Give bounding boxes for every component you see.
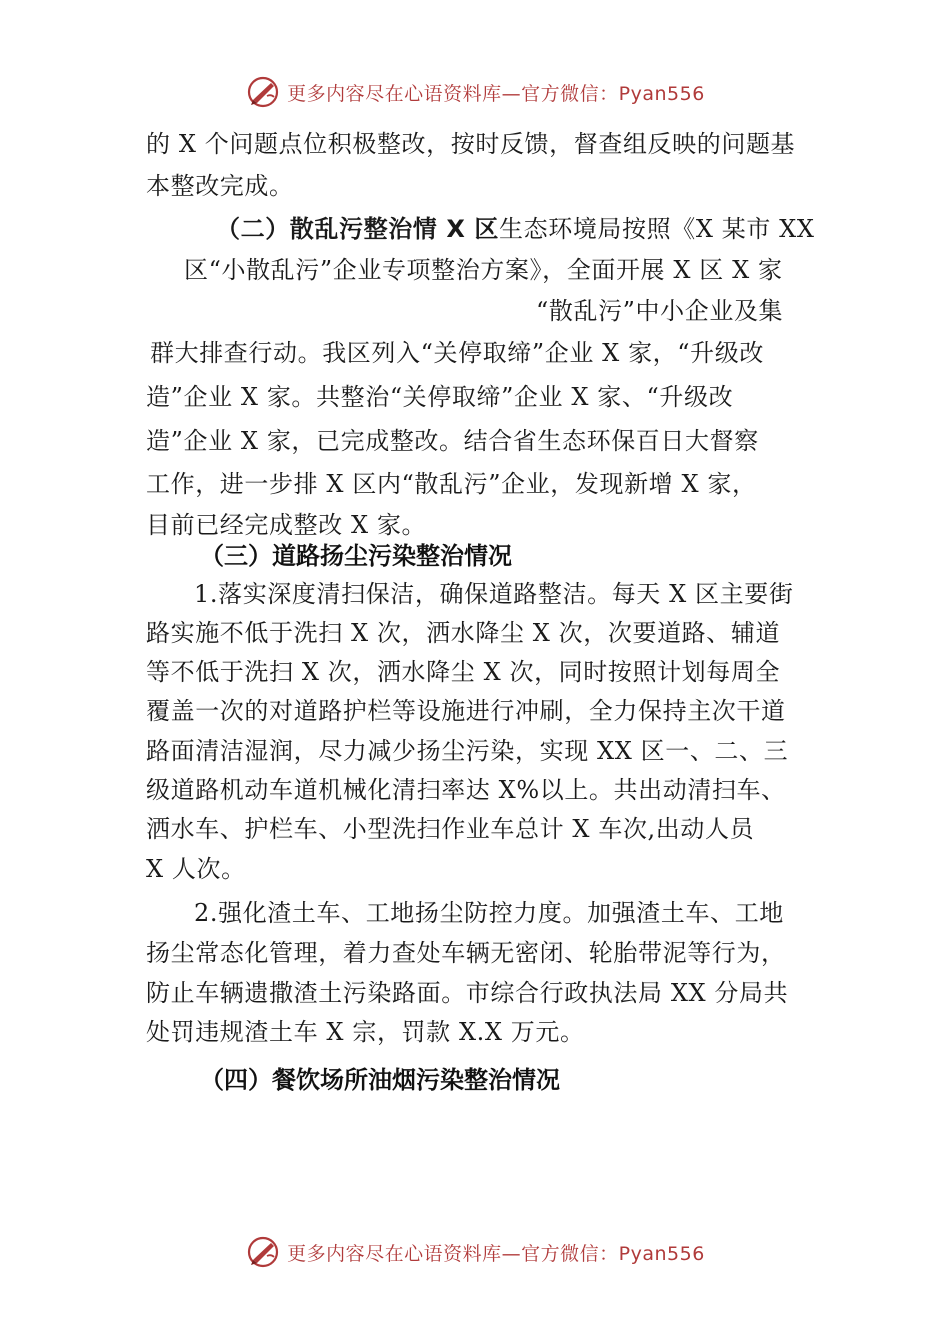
body-line: 洒水车、护栏车、小型洗扫作业车总计 X 车次,出动人员 (146, 815, 755, 843)
body-line: 覆盖一次的对道路护栏等设施进行冲刷，全力保持主次干道 (146, 697, 786, 725)
body-line: 的 X 个问题点位积极整改，按时反馈，督查组反映的问题基 (146, 130, 796, 158)
body-line: 工作，进一步排 X 区内“散乱污”企业，发现新增 X 家， (146, 470, 757, 498)
body-line: 路面清洁湿润，尽力减少扬尘污染，实现 XX 区一、二、三 (146, 737, 789, 765)
body-line: “散乱污”中小企业及集 (536, 297, 784, 325)
body-line: 级道路机动车道机械化清扫率达 X%以上。共出动清扫车、 (146, 776, 786, 804)
section-4-heading: （四）餐饮场所油烟污染整治情况 (200, 1066, 560, 1094)
banner-content (245, 1234, 705, 1270)
section-2-heading: （二）散乱污整治情 X 区 (216, 215, 500, 243)
body-line: 目前已经完成整改 X 家。 (146, 511, 427, 539)
section-2-first-line (216, 213, 815, 245)
banner-text: 更多内容尽在心语资料库—官方微信：Pyan556 (287, 82, 705, 105)
pen-logo-icon (245, 74, 281, 110)
body-line: X 人次。 (146, 855, 246, 883)
body-line: 本整改完成。 (146, 172, 294, 200)
header-banner (0, 72, 950, 112)
section-3-heading: （三）道路扬尘污染整治情况 (200, 542, 512, 570)
banner-content (245, 74, 705, 110)
body-line: 区“小散乱污”企业专项整治方案》，全面开展 X 区 X 家 (184, 256, 783, 284)
body-line: 造”企业 X 家，已完成整改。结合省生态环保百日大督察 (146, 427, 759, 455)
body-line: 造”企业 X 家。共整治“关停取缔”企业 X 家、“升级改 (146, 383, 734, 411)
footer-banner (0, 1232, 950, 1272)
body-line: 防止车辆遗撒渣土污染路面。市综合行政执法局 XX 分局共 (146, 979, 789, 1007)
body-line: 处罚违规渣土车 X 宗，罚款 X.X 万元。 (146, 1018, 585, 1046)
body-line: 扬尘常态化管理，着力查处车辆无密闭、轮胎带泥等行为， (146, 939, 786, 967)
body-line: 路实施不低于洗扫 X 次，洒水降尘 X 次，次要道路、辅道 (146, 619, 781, 647)
banner-text: 更多内容尽在心语资料库—官方微信：Pyan556 (287, 1242, 705, 1265)
body-line: 1.落实深度清扫保洁，确保道路整洁。每天 X 区主要街 (194, 580, 794, 608)
body-line: 等不低于洗扫 X 次，洒水降尘 X 次，同时按照计划每周全 (146, 658, 781, 686)
body-line: 群大排查行动。我区列入“关停取缔”企业 X 家，“升级改 (150, 339, 764, 367)
body-line: 2.强化渣土车、工地扬尘防控力度。加强渣土车、工地 (194, 899, 784, 927)
pen-logo-icon (245, 1234, 281, 1270)
body-line: 生态环境局按照《X 某市 XX (499, 215, 815, 243)
